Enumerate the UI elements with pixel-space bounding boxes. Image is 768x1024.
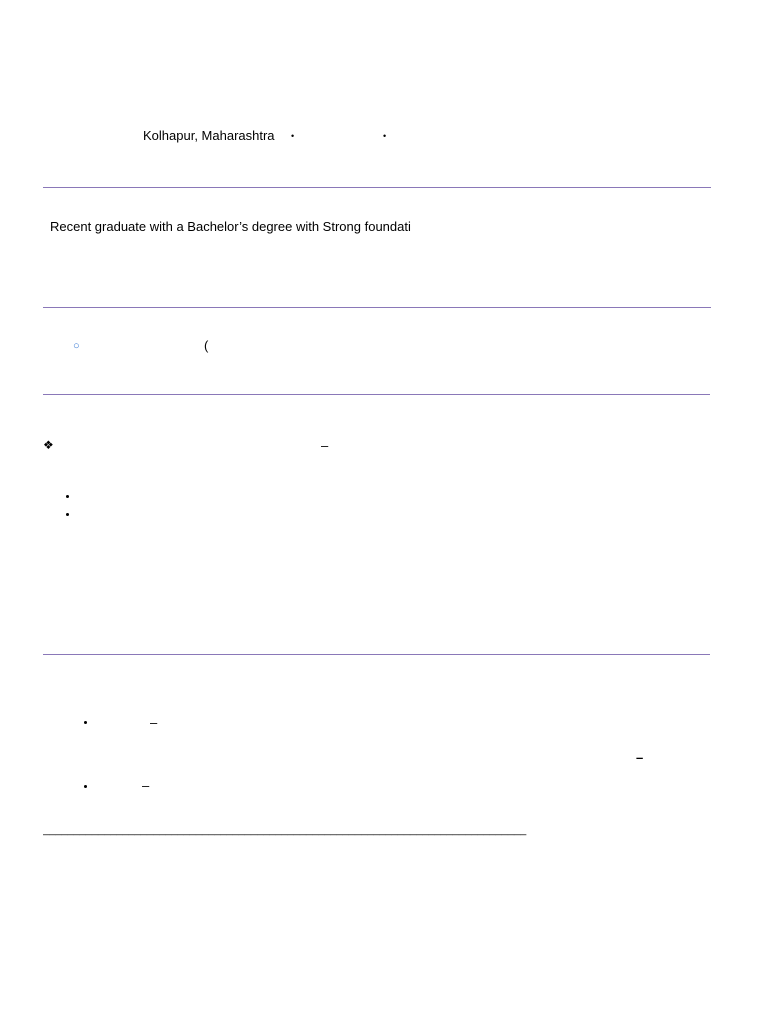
bullet-dot-icon	[84, 721, 87, 724]
section-divider	[43, 654, 710, 655]
contact-separator-2: •	[383, 131, 387, 141]
education-paren: (	[204, 338, 209, 353]
bullet-dot-icon	[66, 495, 69, 498]
bullet-dot-icon	[84, 785, 87, 788]
section-divider	[43, 187, 711, 188]
contact-location: Kolhapur, Maharashtra	[143, 128, 275, 143]
project-dash-2: –	[142, 778, 150, 793]
education-bullet-icon: ○	[73, 340, 80, 352]
bullet-dot-icon	[66, 513, 69, 516]
summary-text: Recent graduate with a Bachelor’s degree with Strong foundati	[50, 219, 411, 234]
section-divider	[43, 307, 711, 308]
contact-separator-1: •	[291, 131, 295, 141]
diamond-bullet-icon: ❖	[43, 438, 54, 452]
experience-dash: –	[321, 438, 329, 453]
section-divider	[43, 394, 710, 395]
project-dash-1: –	[150, 715, 158, 730]
project-dash-right: –	[636, 750, 644, 765]
footer-underline: _______________________________________________________________________________	[43, 824, 527, 836]
